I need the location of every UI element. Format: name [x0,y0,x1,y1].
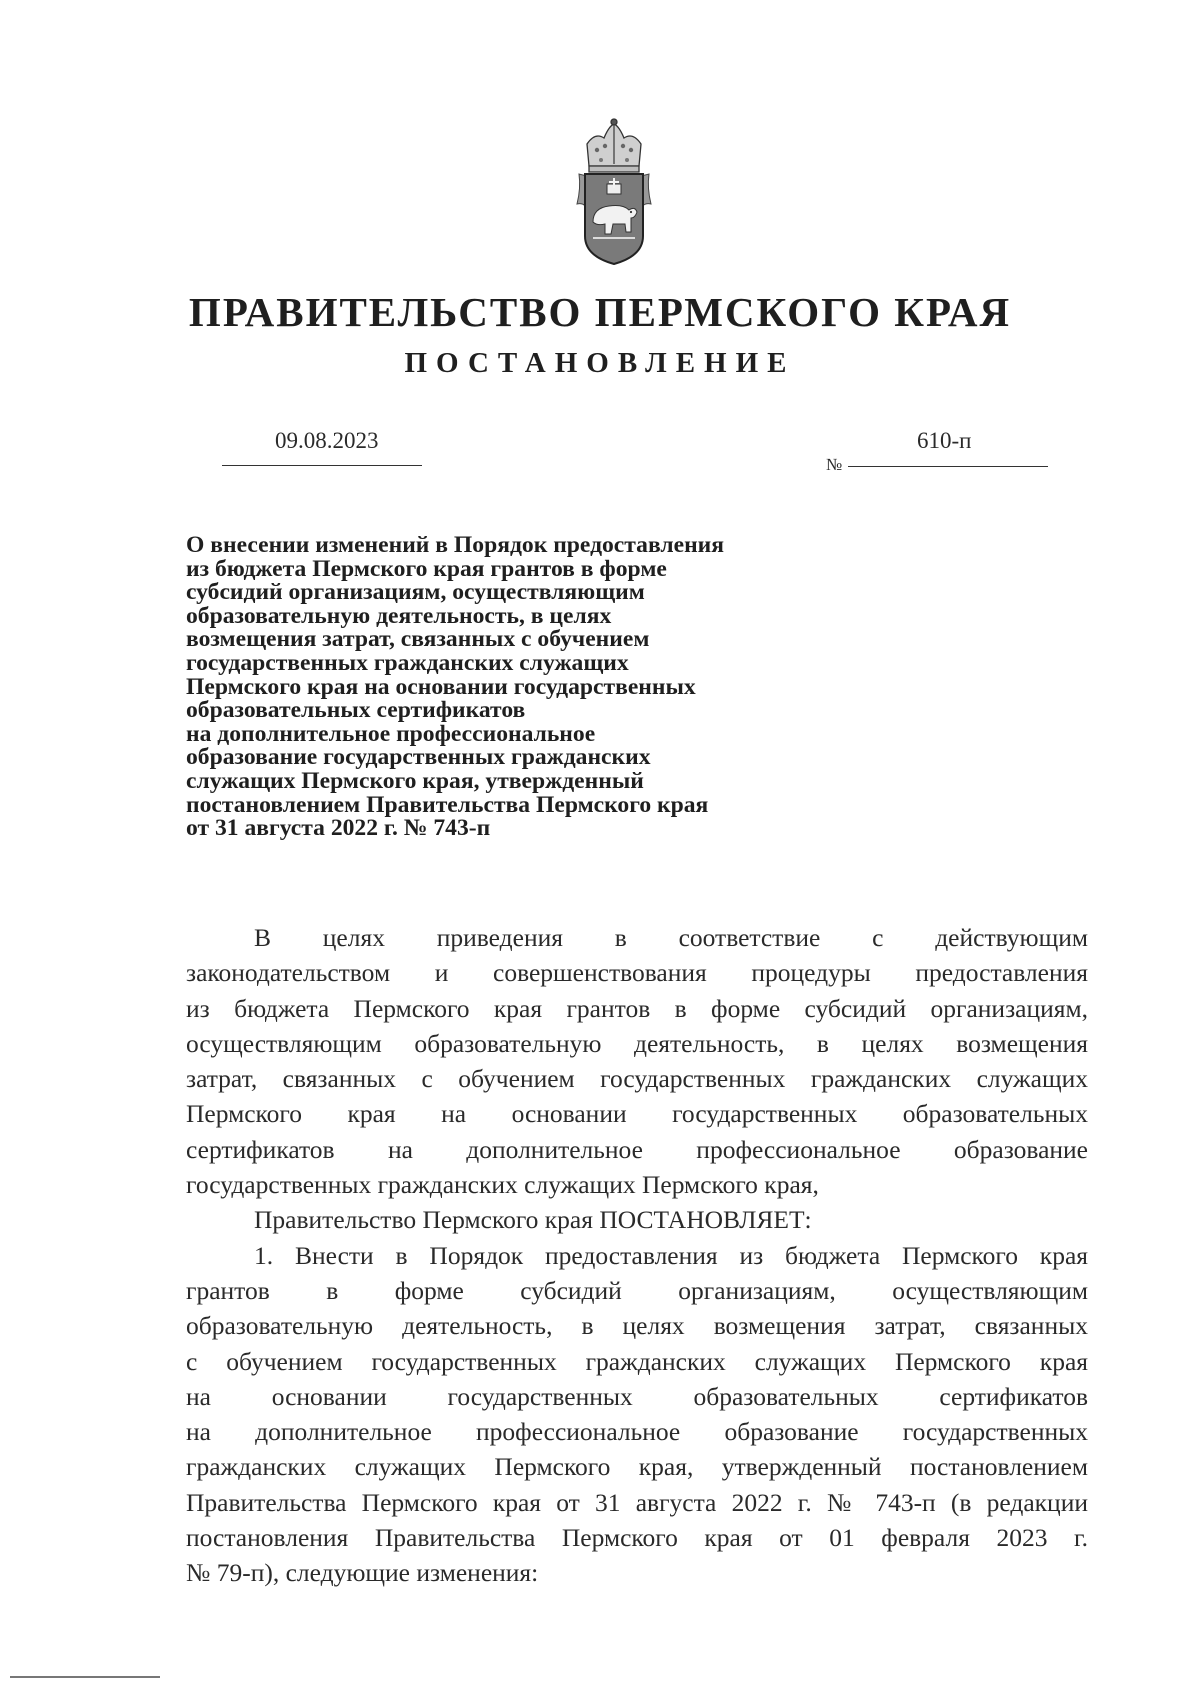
document-date: 09.08.2023 [275,428,379,453]
scan-edge-mark [10,1676,160,1678]
body-line: затрат, связанных с обучением государственных гражданских служащих [186,1064,1088,1094]
number-underline [848,466,1048,467]
body-line: из бюджета Пермского края грантов в форме субсидий организациям, [186,993,1088,1023]
body-line: законодательством и совершенствования процедуры предоставления [186,958,1088,988]
body-line: на основании государственных образовательных сертификатов [186,1381,1088,1411]
body-line: на дополнительное профессиональное образование государственных [186,1417,1088,1447]
body-line: Пермского края на основании государственных образовательных [186,1099,1088,1129]
document-body [186,920,1088,1591]
subject-line: Пермского края на основании государственных [186,673,696,700]
body-line: В целях приведения в соответствие с действующим [254,923,1088,952]
body-line: Правительства Пермского края от 31 августа 2022 г. № 743-п (в редакции [186,1487,1088,1517]
body-line: образовательную деятельность, в целях возмещения затрат, связанных [186,1311,1088,1341]
crown-icon [587,119,641,172]
body-line: с обучением государственных гражданских служащих Пермского края [186,1346,1088,1376]
body-line: осуществляющим образовательную деятельность, в целях возмещения [186,1028,1088,1058]
subject-line: служащих Пермского края, утвержденный [186,767,644,794]
subject-line: образование государственных гражданских [186,744,651,771]
date-underline [222,465,422,466]
number-sign-label: № [826,455,843,474]
subject-line: субсидий организациям, осуществляющим [186,579,645,606]
body-line: Правительство Пермского края ПОСТАНОВЛЯЕТ: [254,1205,812,1235]
body-line: сертификатов на дополнительное профессиональное образование [186,1134,1088,1164]
perm-krai-coat-of-arms-icon [571,118,657,266]
subject-line: из бюджета Пермского края грантов в форме [186,555,667,582]
subject-line: образовательную деятельность, в целях [186,602,612,629]
document-subject [186,534,846,841]
subject-line: на дополнительное профессиональное [186,720,596,747]
organization-title: ПРАВИТЕЛЬСТВО ПЕРМСКОГО КРАЯ [188,289,1012,335]
body-line: грантов в форме субсидий организациям, осуществляющим [186,1275,1088,1305]
body-line: 1. Внести в Порядок предоставления из бюджета Пермского края [254,1240,1088,1270]
body-line: постановления Правительства Пермского края от 01 февраля 2023 г. [186,1523,1088,1553]
subject-line: О внесении изменений в Порядок предоставления [186,532,725,558]
subject-line: государственных гражданских служащих [186,649,629,676]
subject-line: от 31 августа 2022 г. № 743-п [186,815,491,842]
body-line: № 79-п), следующие изменения: [186,1558,539,1588]
document-number: 610-п [917,428,972,453]
subject-line: возмещения затрат, связанных с обучением [186,626,650,653]
document-type-heading: ПОСТАНОВЛЕНИЕ [404,347,796,379]
body-line: государственных гражданских служащих Пермского края, [186,1170,819,1200]
subject-line: постановлением Правительства Пермского края [186,791,709,818]
subject-line: образовательных сертификатов [186,697,526,724]
body-line: гражданских служащих Пермского края, утвержденный постановлением [186,1452,1088,1482]
